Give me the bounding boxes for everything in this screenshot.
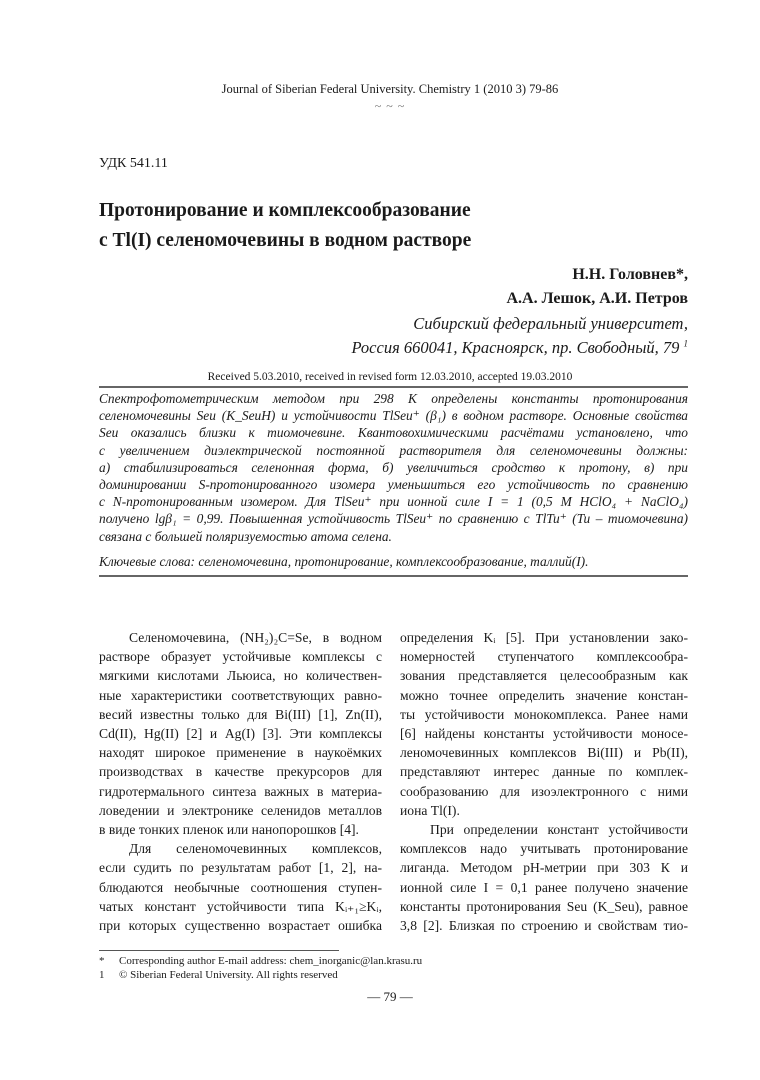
divider [99, 386, 688, 388]
text-line: [6] найдены константы устойчивости моносе- [400, 726, 688, 742]
received-dates: Received 5.03.2010, received in revised form 12.03.2010, accepted 19.03.2010 [207, 371, 573, 383]
text-line: Seu оказались близки к тиомочевине. Квантовохимическими расчётами установлено, что [99, 425, 688, 441]
text-line: растворе образует устойчивые комплексы с [99, 649, 382, 665]
title-line: Протонирование и комплексообразование [99, 200, 471, 221]
text-line: Спектрофотометрическим методом при 298 К определены константы протонирования [99, 391, 688, 406]
text-line: гидротермального синтеза важных в материа- [99, 783, 382, 799]
text-line: сообразованию для изоэлектронного с ними [400, 783, 688, 799]
text-line: леномочевинных комплексов Bi(III) и Pb(II), [400, 745, 688, 761]
text-line: мягкими кислотами Льюиса, но количествен- [99, 668, 382, 684]
footnotes [99, 954, 422, 982]
text-line: можно точнее определить значение констан- [400, 687, 688, 703]
header-ornament: ~ ~ ~ [374, 99, 406, 113]
keywords: Ключевые слова: селеномочевина, протонирование, комплексообразование, таллий(I). [99, 554, 589, 569]
text-line: ты устойчивости монокомплекса. Ранее нами [400, 706, 688, 722]
text-line: чатых констант устойчивости типа Kᵢ₊₁≥Kᵢ, [99, 898, 382, 914]
text-line: представляют интерес данные по комплек- [400, 764, 688, 780]
text-line: константы протонирования Seu (K_Seu), равное [400, 898, 688, 914]
text-line: а) стабилизироваться селенонная форма, б) увеличиться сродство к протону, в) при [99, 459, 688, 475]
text-line: ионной силе I = 0,1 ранее получено значение [400, 879, 688, 895]
text-line: при которых существенно возрастает ошибка [99, 918, 382, 934]
page-number: — 79 — [367, 989, 413, 1004]
footnote-mark: 1 [99, 969, 105, 981]
text-line: ловедении и электронике селенидов металлов [99, 802, 382, 818]
footnote-divider [99, 950, 339, 951]
text-line: если судить по результатам работ [1, 2], на- [99, 860, 382, 876]
text-line: комплексов надо учитывать протонирование [400, 841, 688, 857]
text-line: номерностей ступенчатого комплексообра- [400, 649, 688, 665]
text-line: блюдаются необычные соотношения ступен- [99, 879, 382, 895]
text-line: При определении констант устойчивости [430, 822, 688, 838]
text-line: зования представляется целесообразным как [400, 668, 688, 684]
text-line: доминировании S-протонированного изомера уменьшиться его устойчивость по сравнению [99, 477, 688, 493]
affiliation [351, 312, 688, 360]
text-line: с N-протонированным изомером. Для TlSeu⁺ при ионной силе I = 1 (0,5 M HClO₄ + NaClO₄) [99, 494, 688, 510]
footnote-text: Corresponding author E-mail address: chem_inorganic@lan.krasu.ru [119, 955, 423, 967]
affiliation-line [351, 336, 688, 360]
text-line: ные характеристики соответствующих равно- [99, 687, 382, 703]
footnote-text: © Siberian Federal University. All rights reserved [119, 969, 338, 981]
text-line: находят широкое применение в наукоёмких [99, 745, 382, 761]
abstract [99, 390, 688, 545]
text-line: селеномочевины Seu (K_SeuH) и устойчивости TlSeu⁺ (β₁) в водном растворе. Основные свойства [99, 408, 688, 424]
text-line: весий известны только для Bi(III) [1], Zn(II), [99, 706, 382, 722]
affiliation-line: Сибирский федеральный университет, [413, 314, 688, 333]
author-line: А.А. Лешок, А.И. Петров [506, 290, 688, 307]
text-line: в виде тонких пленок или нанопорошков [4]. [99, 822, 359, 838]
text-line: определения Kᵢ [5]. При установлении зако- [400, 630, 688, 645]
footnote [99, 968, 422, 982]
footnote [99, 954, 422, 968]
text-line: 3,8 [2]. Близкая по строению и свойствам тио- [400, 918, 688, 934]
article-title [99, 196, 471, 256]
journal-header: Journal of Siberian Federal University. Chemistry 1 (2010 3) 79-86 [221, 82, 559, 96]
affiliation-footnote-mark: 1 [683, 338, 688, 349]
text-line: лиганда. Методом pH-метрии при 303 К и [400, 860, 688, 876]
text-line: Cd(II), Hg(II) [2] и Ag(I) [3]. Эти комплексы [99, 726, 382, 742]
text-line: производствах в качестве прекурсоров для [99, 764, 382, 780]
divider [99, 575, 688, 577]
text-line: получено lgβ₁ = 0,99. Повышенная устойчивость TlSeu⁺ по сравнению с TlTu⁺ (Tu – тиомочевина) [99, 511, 688, 527]
text-line: с увеличением диэлектрической постоянной растворителя для селеномочевины должны: [99, 442, 688, 458]
affiliation-address: Россия 660041, Красноярск, пр. Свободный, 79 [351, 338, 680, 357]
title-line: с Tl(I) селеномочевины в водном растворе [99, 230, 472, 251]
body-column-left [99, 628, 382, 935]
text-line: Для селеномочевинных комплексов, [129, 841, 382, 857]
body-column-right [400, 628, 688, 935]
udk-code: УДК 541.11 [99, 156, 168, 171]
text-line: связана с большей поляризуемостью атома селена. [99, 528, 392, 544]
author-line: Н.Н. Головнев*, [572, 266, 688, 283]
footnote-mark: * [99, 955, 105, 967]
authors [507, 263, 689, 311]
text-line: иона Tl(I). [400, 802, 460, 818]
text-line: Селеномочевина, (NH₂)₂C=Se, в водном [129, 630, 382, 645]
